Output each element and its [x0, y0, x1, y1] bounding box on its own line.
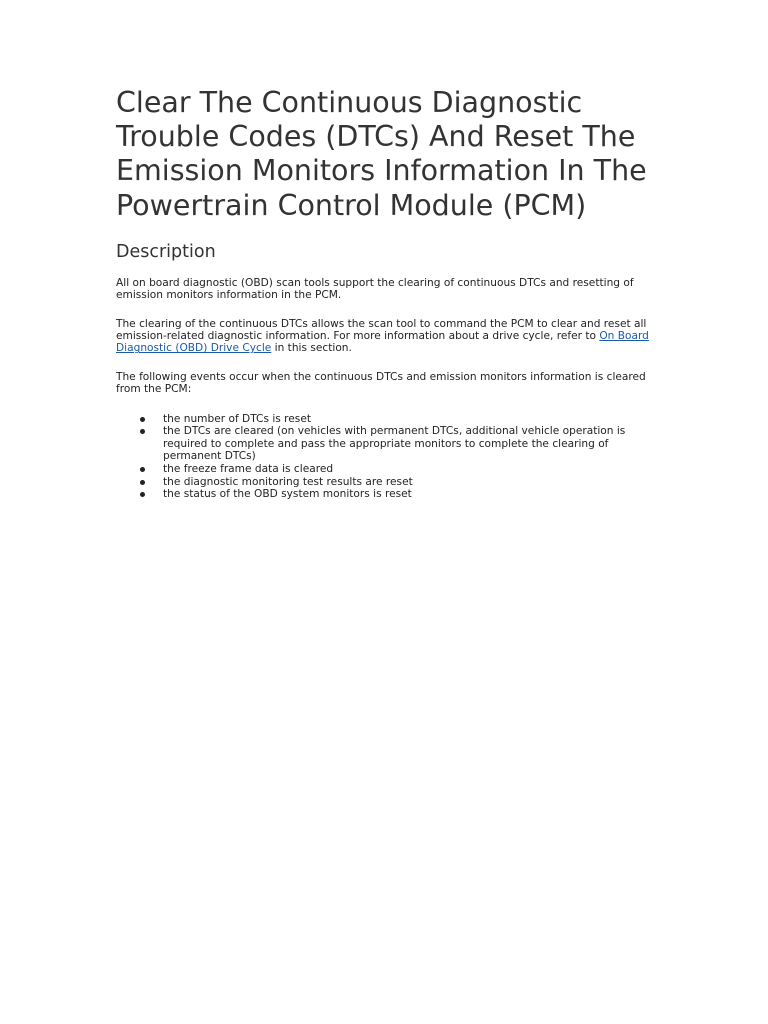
list-item: [116, 488, 656, 501]
document-page: [116, 86, 656, 501]
list-item-text: the status of the OBD system monitors is reset: [163, 488, 412, 501]
list-item-text: the number of DTCs is reset: [163, 412, 311, 425]
bullet-dot-icon: [140, 467, 145, 472]
bullet-dot-icon: [140, 429, 145, 434]
list-item: [116, 425, 656, 463]
page-title: Clear The Continuous Diagnostic Trouble Codes (DTCs) And Reset The Emission Monitors Information In The Powertrain Control Module (PCM): [116, 86, 647, 222]
list-item: [116, 463, 656, 476]
bullet-dot-icon: [140, 417, 145, 422]
list-item: [116, 476, 656, 489]
bullet-dot-icon: [140, 492, 145, 497]
list-item-text: the diagnostic monitoring test results are reset: [163, 475, 413, 488]
paragraph-text-after-link: in this section.: [271, 342, 352, 355]
drive-cycle-link[interactable]: On Board Diagnostic (OBD) Drive Cycle: [116, 330, 649, 355]
list-item: [116, 413, 656, 426]
list-item-text: the DTCs are cleared (on vehicles with permanent DTCs, additional vehicle operation is required to complete and pass the appropriate monitors to complete the clearing of permanent DTCs): [163, 425, 626, 463]
paragraph-clearing-dtcs: [116, 318, 656, 355]
bullet-dot-icon: [140, 480, 145, 485]
list-item-text: the freeze frame data is cleared: [163, 463, 334, 476]
paragraph-following-events: The following events occur when the continuous DTCs and emission monitors information is cleared from the PCM:: [116, 370, 646, 396]
paragraph-text-before-link: The clearing of the continuous DTCs allows the scan tool to command the PCM to clear and reset all emission-related diagnostic information. For more information about a drive cycle, refer to: [116, 317, 647, 343]
paragraph-scan-tool-support: All on board diagnostic (OBD) scan tools support the clearing of continuous DTCs and resetting of emission monitors information in the PCM.: [116, 276, 634, 302]
events-bullet-list: [116, 413, 656, 501]
section-heading-description: Description: [116, 241, 216, 262]
